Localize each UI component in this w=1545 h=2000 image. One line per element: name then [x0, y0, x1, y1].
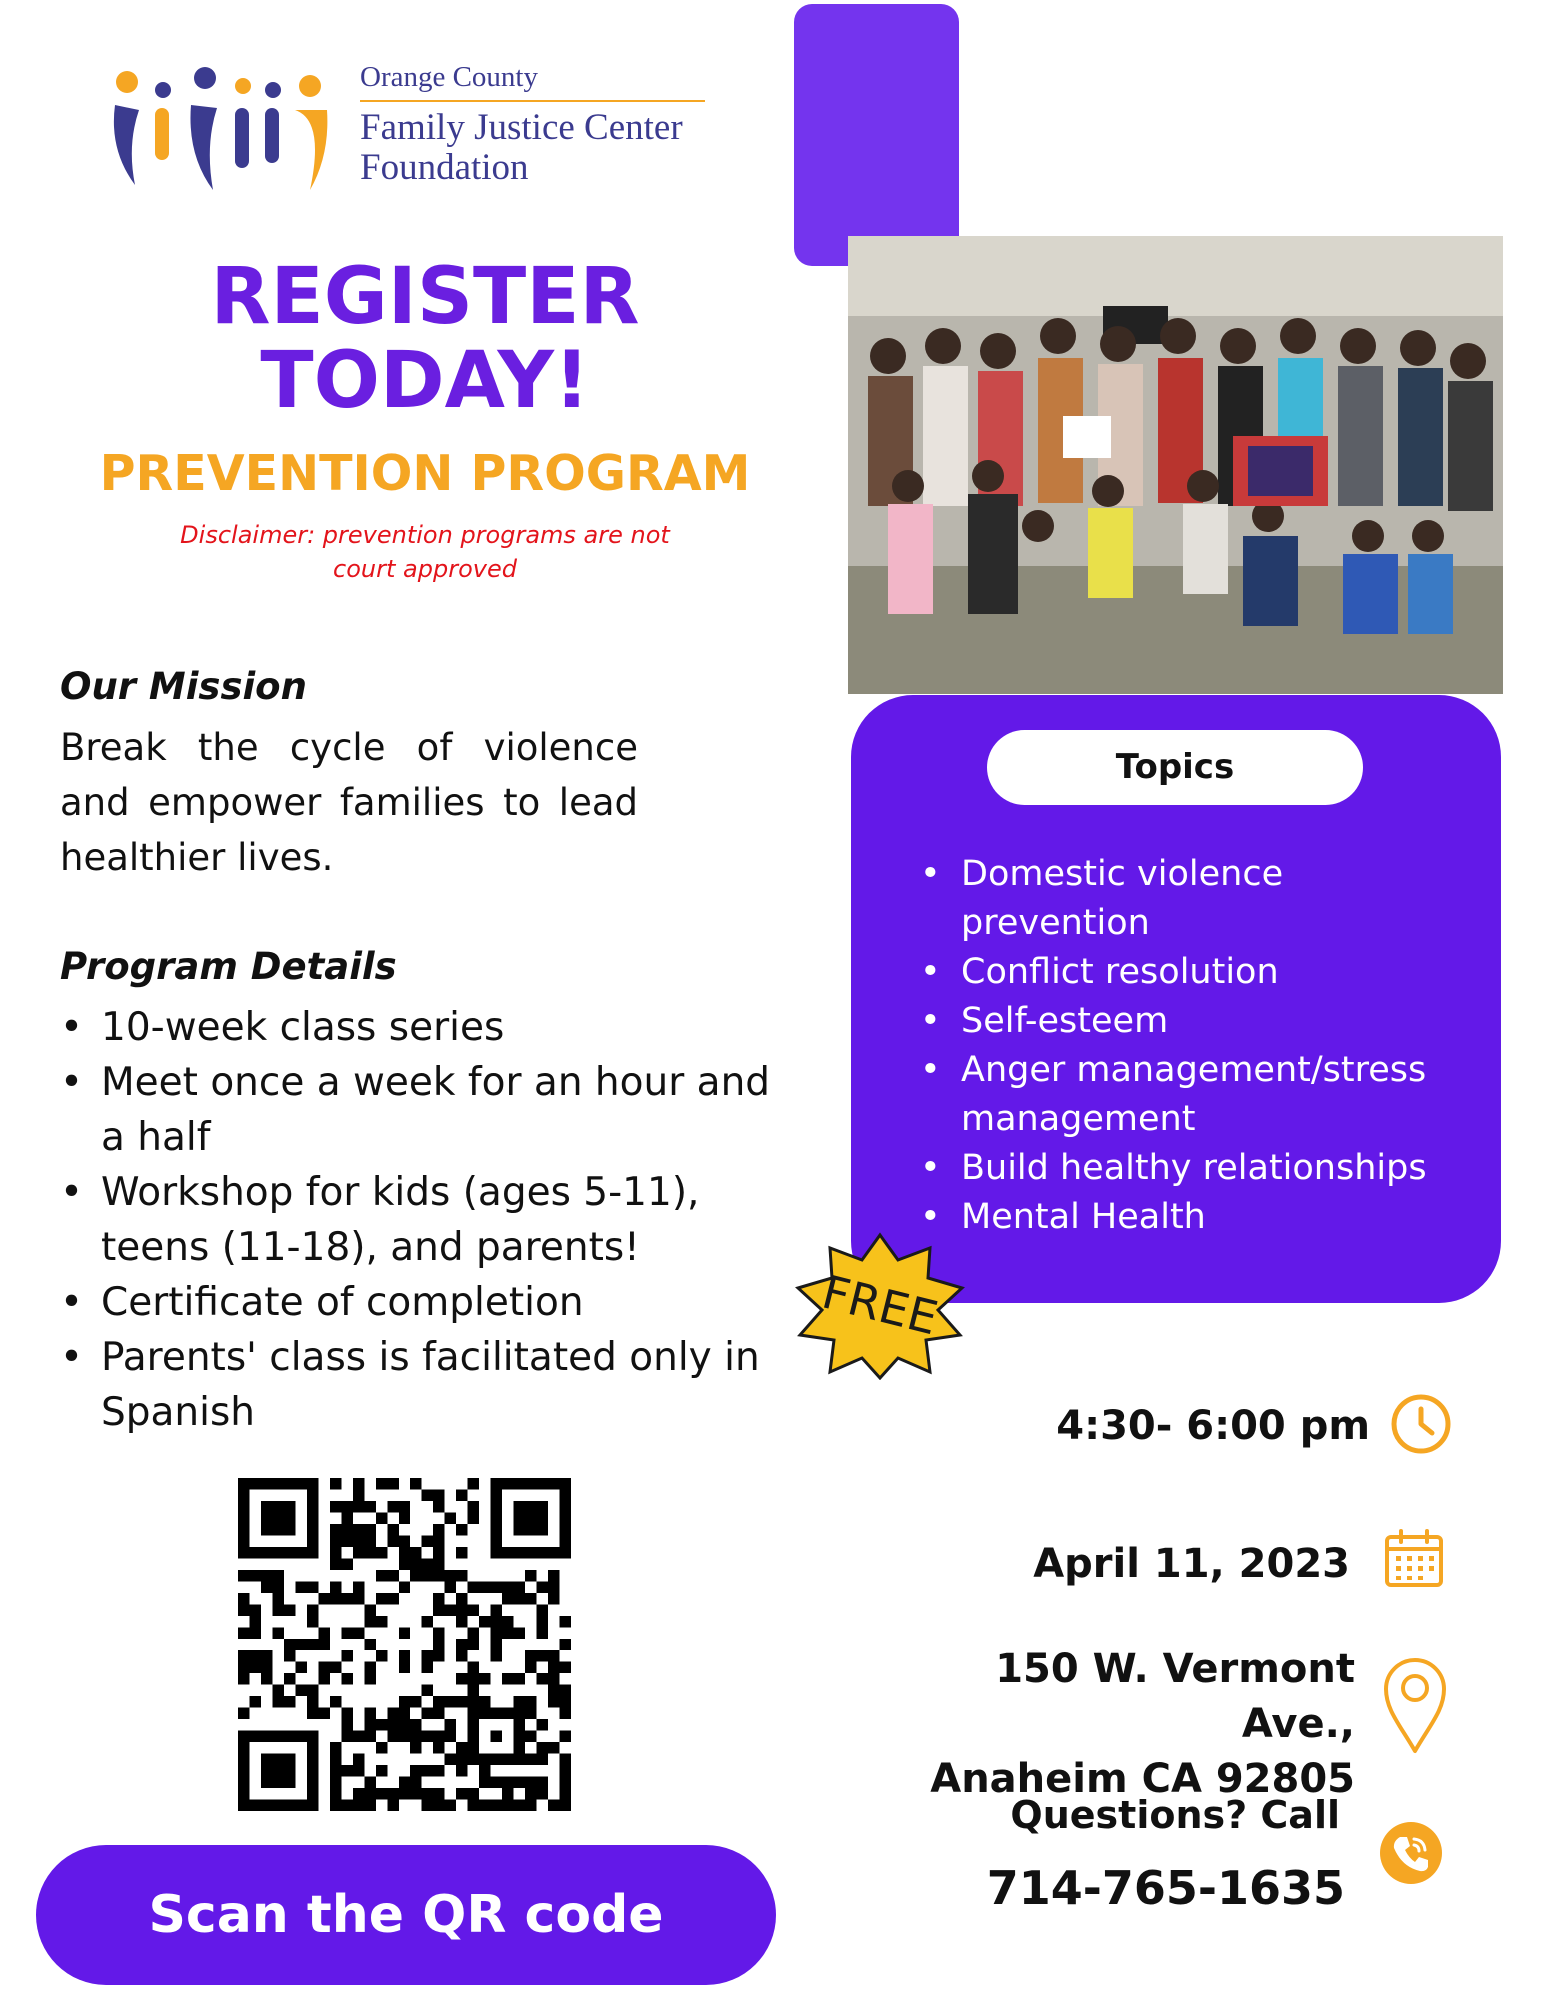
topic-item: • Conflict resolution	[920, 948, 1480, 997]
logo-wordmark	[360, 60, 705, 188]
scan-qr-button[interactable]: Scan the QR code	[36, 1845, 776, 1985]
logo-figures-icon	[105, 60, 345, 210]
details-list	[60, 1000, 800, 1440]
group-photo-illustration	[848, 236, 1503, 694]
phone-icon	[1378, 1820, 1444, 1886]
mission-heading: Our Mission	[60, 665, 307, 708]
disclaimer: Disclaimer: prevention programs are not court approved	[180, 521, 670, 583]
logo-line-3: Foundation	[360, 147, 529, 188]
mission-text: Break the cycle of violence and empower families to lead healthier lives.	[60, 726, 638, 879]
details-item: • Meet once a week for an hour and a half	[60, 1055, 800, 1165]
qr-code[interactable]	[238, 1478, 571, 1811]
register-line-1: REGISTER	[210, 252, 640, 342]
free-badge	[790, 1230, 970, 1380]
location-pin-icon	[1380, 1655, 1450, 1755]
register-headline	[80, 252, 770, 426]
details-item: • 10-week class series	[60, 1000, 800, 1055]
topic-item: • Anger management/stress management	[920, 1046, 1480, 1144]
register-line-2: TODAY!	[260, 336, 590, 426]
event-date: April 11, 2023	[1033, 1541, 1350, 1587]
accent-block	[794, 4, 959, 266]
details-item: • Workshop for kids (ages 5-11), teens (11-18), and parents!	[60, 1165, 800, 1275]
event-address	[880, 1642, 1355, 1807]
group-photo	[848, 236, 1503, 694]
topic-item: • Mental Health	[920, 1193, 1480, 1242]
program-title: PREVENTION PROGRAM	[99, 445, 751, 502]
clock-icon	[1390, 1393, 1452, 1455]
questions-label: Questions? Call	[1010, 1793, 1340, 1837]
details-item: • Certificate of completion	[60, 1275, 800, 1330]
logo	[105, 60, 725, 210]
free-label: FREE	[816, 1264, 944, 1346]
topic-item: • Domestic violence prevention	[920, 850, 1480, 948]
details-heading: Program Details	[60, 945, 397, 988]
topic-item: • Build healthy relationships	[920, 1144, 1480, 1193]
logo-divider	[360, 100, 705, 102]
address-line-2: Anaheim CA 92805	[930, 1756, 1355, 1802]
logo-line-1: Orange County	[360, 61, 538, 93]
topics-heading: Topics	[987, 730, 1363, 805]
calendar-icon	[1383, 1527, 1445, 1589]
event-time: 4:30- 6:00 pm	[1056, 1403, 1370, 1449]
logo-line-2: Family Justice Center	[360, 107, 683, 148]
phone-number[interactable]: 714-765-1635	[986, 1861, 1345, 1915]
topic-item: • Self-esteem	[920, 997, 1480, 1046]
qr-code-icon	[238, 1478, 571, 1811]
details-item: • Parents' class is facilitated only in Spanish	[60, 1330, 800, 1440]
topics-list	[920, 850, 1480, 1242]
address-line-1: 150 W. Vermont Ave.,	[995, 1646, 1355, 1747]
